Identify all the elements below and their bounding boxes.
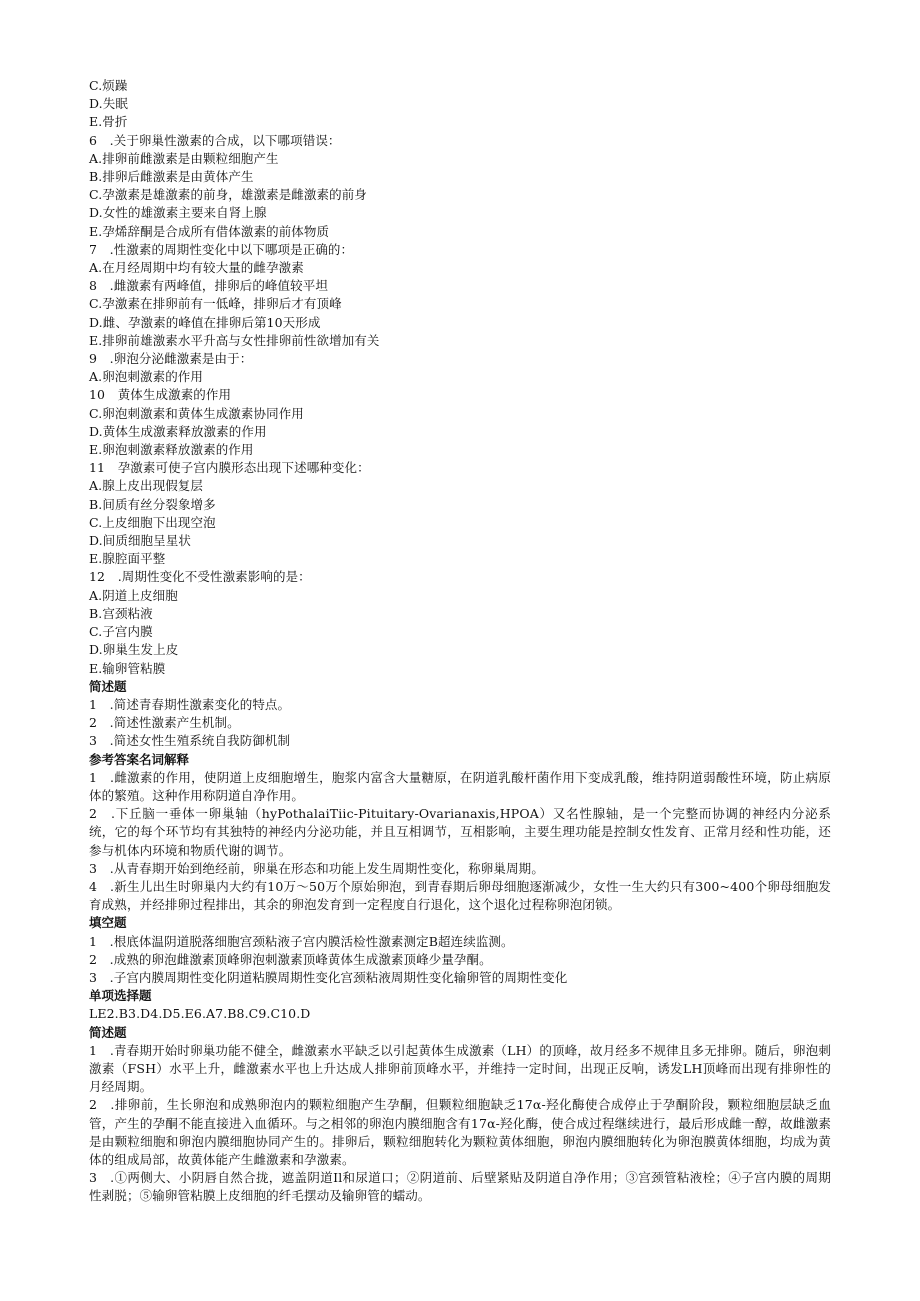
option-line: D.女性的雄激素主要来自肾上腺: [89, 205, 267, 221]
section-heading: 参考答案名词解释: [89, 751, 190, 767]
answer-paragraph: 1 .雌激素的作用，使阴道上皮细胞增生，胞浆内富含大量糖原，在阴道乳酸杆菌作用下变成乳酸，维持阴道弱酸性环境，防止病原体的繁殖。这种作用称阴道自净作用。: [89, 769, 831, 803]
option-line: C.孕激素是雄激素的前身，雄激素是雌激素的前身: [89, 187, 367, 203]
option-line: C.烦躁: [89, 78, 128, 93]
glossary-answers-section: [89, 751, 831, 915]
answer-paragraph: 4 .新生儿出生时卵巢内大约有10万〜50万个原始卵泡，到青春期后卵母细胞逐渐减少，女性一生大约只有300~400个卵母细胞发育成熟，并经排卵过程排出，其余的卵泡发育到一定程度自行退化，这个退化过程称卵泡闭锁。: [89, 878, 831, 913]
document-page: [89, 77, 831, 1206]
short-answer-section: [89, 678, 831, 751]
option-line: E.排卵前雄激素水平升高与女性排卵前性欲增加有关: [89, 332, 380, 348]
question-line: 1 .简述青春期性激素变化的特点。: [89, 696, 291, 712]
option-line: D.失眠: [89, 96, 128, 112]
section-heading: 简述题: [89, 1024, 127, 1040]
answer-paragraph: 2 .排卵前，生长卵泡和成熟卵泡内的颗粒细胞产生孕酮，但颗粒细胞缺乏17α-羟化酶使合成停止于孕酮阶段，颗粒细胞层缺乏血管，产生的孕酮不能直接进入血循环。与之相邻的卵泡内膜细胞含有17α-羟化酶，使合成过程继续进行，最后形成雌一醇，故雌激素是由颗粒细胞和卵泡内膜细胞协同产生的。排卵后，颗粒细胞转化为颗粒黄体细胞，卵泡内膜细胞转化为卵泡膜黄体细胞，均成为黄体的组成局部，故黄体能产生雌激素和孕激素。: [89, 1097, 831, 1167]
option-line: D.间质细胞呈星状: [89, 533, 191, 549]
option-line: D.黄体生成激素释放激素的作用: [89, 423, 267, 439]
single-choice-section: [89, 987, 831, 1023]
question-list: [89, 77, 831, 678]
question-line: 6 .关于卵巢性激素的合成，以下哪项错误：: [89, 132, 341, 148]
fill-blank-section: [89, 914, 831, 987]
section-heading: 单项选择题: [89, 988, 152, 1004]
answer-line: LE2.B3.D4.D5.E6.A7.B8.C9.C10.D: [89, 1006, 311, 1022]
option-line: B.宫颈粘液: [89, 605, 153, 621]
option-line: A.卵泡刺激素的作用: [89, 369, 204, 385]
answer-line: 1 .根底体温阴道脱落细胞宫颈粘液子宫内膜活检性激素测定B超连续监测。: [89, 933, 514, 949]
short-answer-key-section: [89, 1024, 831, 1206]
question-line: 8 .雌激素有两峰值，排卵后的峰值较平坦: [89, 278, 328, 294]
option-line: C.孕激素在排卵前有一低峰，排卵后才有顶峰: [89, 296, 342, 312]
answer-line: 3 .子宫内膜周期性变化阴道粘膜周期性变化宫颈粘液周期性变化输卵管的周期性变化: [89, 969, 568, 985]
option-line: A.阴道上皮细胞: [89, 587, 178, 603]
option-line: C.子宫内膜: [89, 624, 153, 640]
option-line: E.骨折: [89, 114, 128, 130]
answer-paragraph: 3 .①两侧大、小阴唇自然合拢，遮盖阴道Il和尿道口；②阴道前、后壁紧贴及阴道自净作用；③宫颈管粘液栓；④子宫内膜的周期性剥脱；⑤输卵管粘膜上皮细胞的纤毛摆动及输卵管的蠕动。: [89, 1170, 831, 1204]
option-line: E.孕烯辞酮是合成所有借体激素的前体物质: [89, 223, 330, 239]
option-line: A.排卵前雌激素是由颗粒细胞产生: [89, 150, 279, 166]
option-line: E.腺腔面平整: [89, 551, 166, 567]
option-line: E.卵泡刺激素释放激素的作用: [89, 442, 254, 458]
option-line: C.上皮细胞下出现空泡: [89, 514, 216, 530]
question-line: 7 .性激素的周期性变化中以下哪项是正确的：: [89, 241, 354, 257]
question-line: 12 .周期性变化不受性激素影响的是：: [89, 569, 311, 585]
option-line: C.卵泡刺激素和黄体生成激素协同作用: [89, 405, 304, 421]
answer-paragraph: 3 .从青春期开始到绝经前，卵巢在形态和功能上发生周期性变化，称卵巢周期。: [89, 860, 544, 876]
option-line: B.间质有丝分裂象增多: [89, 496, 216, 512]
option-line: D.卵巢生发上皮: [89, 642, 179, 658]
answer-paragraph: 2 .下丘脑一垂体一卵巢轴（hyPothalaiTiic-Pituitary-Ovarianaxis,HPOA）又名性腺轴，是一个完整而协调的神经内分泌系统，它的每个环节均有其独特的神经内分泌功能，并且互相调节，互相影响，主要生理功能是控制女性发育、正常月经和性功能，还参与机体内环境和物质代谢的调节。: [89, 806, 831, 858]
option-line: A.腺上皮出现假复层: [89, 478, 204, 494]
answer-line: 2 .成熟的卵泡雌激素顶峰卵泡刺激素顶峰黄体生成激素顶峰少量孕酮。: [89, 951, 492, 967]
option-line: A.在月经周期中均有较大量的雌孕激素: [89, 260, 304, 276]
option-line: B.排卵后雌激素是由黄体产生: [89, 169, 254, 185]
section-heading: 填空题: [89, 915, 127, 931]
question-line: 2 .简述性激素产生机制。: [89, 715, 240, 731]
question-line: 9 .卵泡分泌雌激素是由于：: [89, 351, 253, 367]
option-line: D.雌、孕激素的峰值在排卵后第10天形成: [89, 314, 321, 330]
question-line: 10 黄体生成激素的作用: [89, 387, 232, 403]
question-line: 3 .简述女性生殖系统自我防御机制: [89, 733, 291, 749]
question-line: 11 孕激素可使子宫内膜形态出现下述哪种变化：: [89, 460, 370, 476]
section-heading: 简述题: [89, 678, 127, 694]
option-line: E.输卵管粘膜: [89, 660, 166, 676]
answer-paragraph: 1 .青春期开始时卵巢功能不健全，雌激素水平缺乏以引起黄体生成激素（LH）的顶峰，故月经多不规律且多无排卵。随后，卵泡刺激素（FSH）水平上升，雌激素水平也上升达成人排卵前顶峰水平，并维持一定时间，出现正反响，诱发LH顶峰而出现有排卵性的月经周期。: [89, 1042, 831, 1095]
